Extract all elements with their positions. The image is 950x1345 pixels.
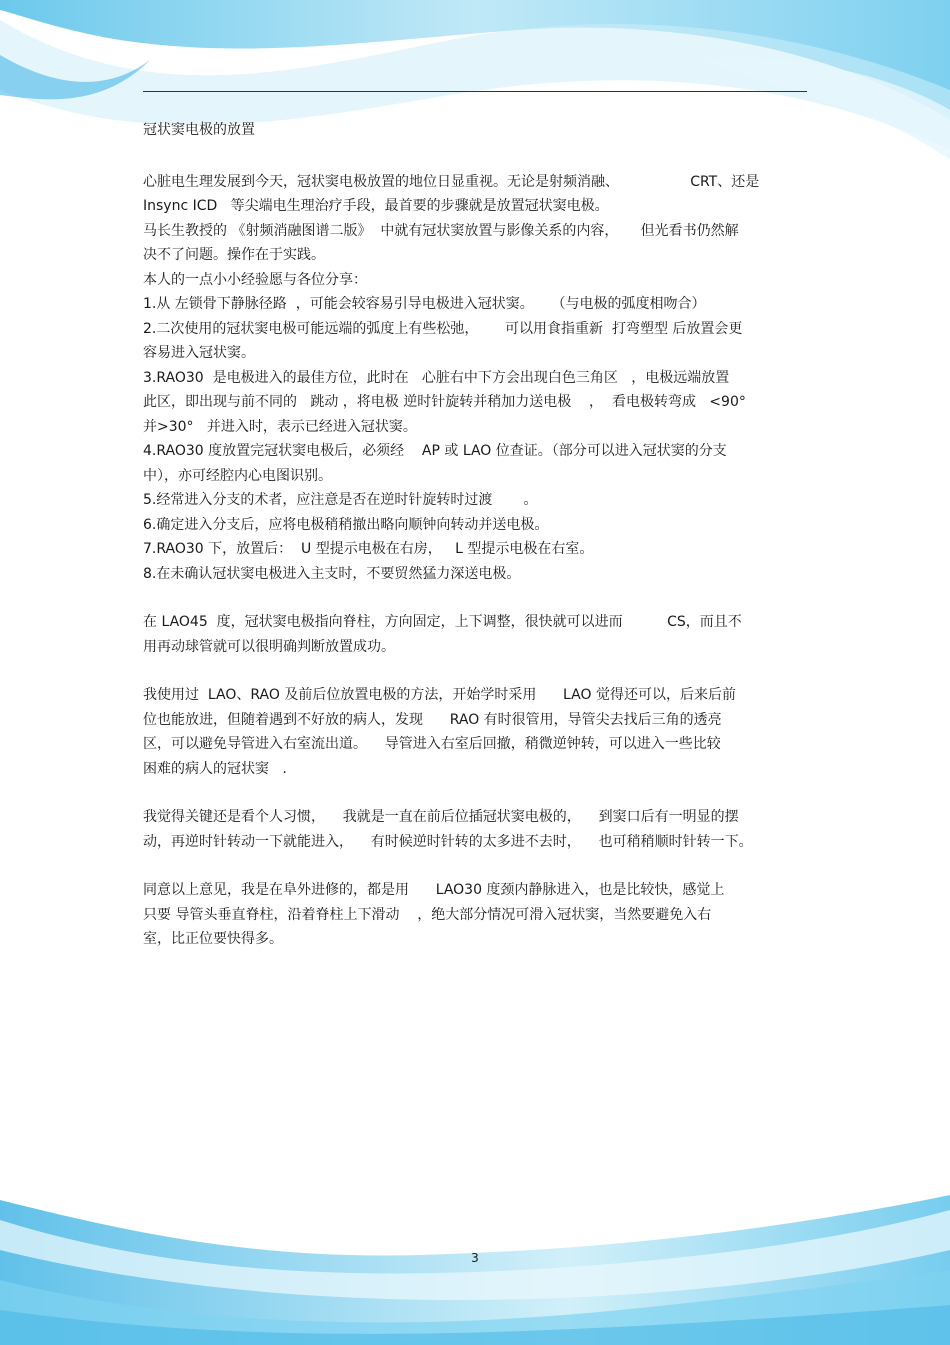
text-line: 8.在未确认冠状窦电极进入主支时，不要贸然猛力深送电极。 xyxy=(143,565,521,582)
text-line: 位也能放进，但随着遇到不好放的病人，发现 RAO 有时很管用，导管尖去找后三角的透亮 xyxy=(143,711,722,728)
text-line: 区，可以避免导管进入右室流出道。 导管进入右室后回撤，稍微逆钟转，可以进入一些比较 xyxy=(143,736,721,752)
paragraph-gap xyxy=(143,586,807,610)
text-line: 2.二次使用的冠状窦电极可能远端的弧度上有些松弛， 可以用食指重新 打弯塑型 后放置会更 xyxy=(143,320,743,337)
page-number: 3 xyxy=(471,1251,479,1265)
paragraph xyxy=(143,170,807,587)
paragraph xyxy=(143,683,807,781)
text-line: 中），亦可经腔内心电图识别。 xyxy=(143,467,332,484)
text-line: 3.RAO30 是电极进入的最佳方位，此时在 心脏右中下方会出现白色三角区 ，电极远端放置 xyxy=(143,369,730,386)
text-line: 7.RAO30 下，放置后： U 型提示电极在右房， L 型提示电极在右室。 xyxy=(143,541,594,557)
text-line: 本人的一点小小经验愿与各位分享： xyxy=(143,271,367,288)
text-line: 室，比正位要快得多。 xyxy=(143,931,283,947)
paragraph xyxy=(143,610,807,659)
paragraph-gap xyxy=(143,659,807,683)
text-line: 6.确定进入分支后，应将电极稍稍撤出略向顺钟向转动并送电极。 xyxy=(143,516,549,533)
paragraph xyxy=(143,878,807,952)
text-line: 并>30° 并进入时，表示已经进入冠状窦。 xyxy=(143,418,417,435)
text-line: 5.经常进入分支的术者，应注意是否在逆时针旋转时过渡 。 xyxy=(143,492,538,508)
text-line: 1.从 左锁骨下静脉径路 ，可能会较容易引导电极进入冠状窦。 （与电极的弧度相吻合） xyxy=(143,296,706,312)
document-title: 冠状窦电极的放置 xyxy=(143,122,255,138)
text-line: 用再动球管就可以很明确判断放置成功。 xyxy=(143,638,395,655)
text-line: 困难的病人的冠状窦 . xyxy=(143,760,287,777)
text-line: 在 LAO45 度，冠状窦电极指向脊柱，方向固定，上下调整，很快就可以进而 CS，而且不 xyxy=(143,614,742,630)
paragraph-gap xyxy=(143,781,807,805)
text-line: 马长生教授的 《射频消融图谱二版》 中就有冠状窦放置与影像关系的内容， 但光看书仍然解 xyxy=(143,222,739,239)
text-line: 决不了问题。操作在于实践。 xyxy=(143,247,325,263)
paragraph-gap xyxy=(143,854,807,878)
text-line: 心脏电生理发展到今天，冠状窦电极放置的地位日显重视。无论是射频消融、 CRT、还是 xyxy=(143,173,760,190)
text-line: 我觉得关键还是看个人习惯， 我就是一直在前后位插冠状窦电极的， 到窦口后有一明显的摆 xyxy=(143,809,739,825)
text-line: 同意以上意见，我是在阜外进修的，都是用 LAO30 度颈内静脉进入，也是比较快，感觉上 xyxy=(143,882,725,898)
text-line: 此区，即出现与前不同的 跳动 ，将电极 逆时针旋转并稍加力送电极 ， 看电极转弯成 <90° xyxy=(143,394,746,410)
header-rule xyxy=(143,91,807,92)
text-line: 我使用过 LAO、RAO 及前后位放置电极的方法，开始学时采用 LAO 觉得还可以，后来后前 xyxy=(143,687,736,703)
text-line: 只要 导管头垂直脊柱，沿着脊柱上下滑动 ，绝大部分情况可滑入冠状窦，当然要避免入右 xyxy=(143,906,712,923)
text-line: 4.RAO30 度放置完冠状窦电极后，必须经 AP 或 LAO 位查证。（部分可以进入冠状窦的分支 xyxy=(143,443,727,459)
document-body xyxy=(143,118,807,952)
text-line: 容易进入冠状窦。 xyxy=(143,345,255,361)
paragraph xyxy=(143,805,807,854)
text-line: 动，再逆时针转动一下就能进入， 有时候逆时针转的太多进不去时， 也可稍稍顺时针转一下。 xyxy=(143,833,753,850)
text-line: Insync ICD 等尖端电生理治疗手段，最首要的步骤就是放置冠状窦电极。 xyxy=(143,198,609,214)
